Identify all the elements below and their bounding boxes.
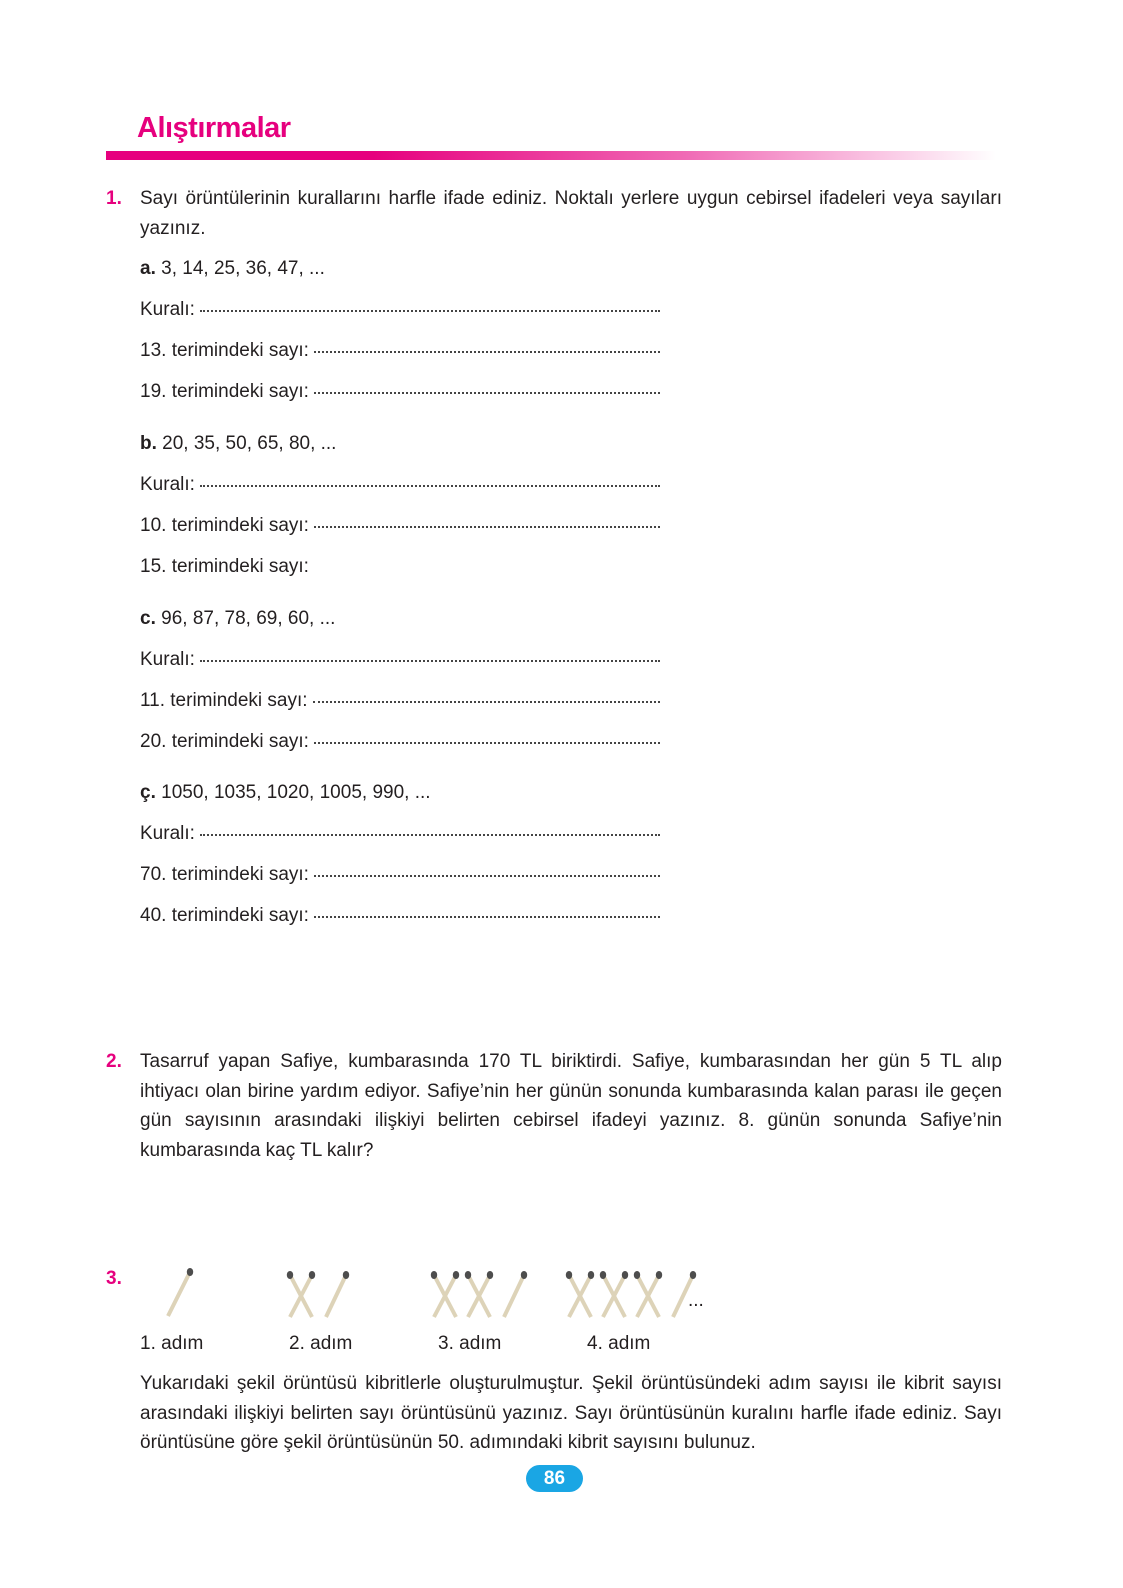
part-letter: ç.: [140, 782, 156, 803]
part-letter: c.: [140, 608, 156, 629]
sequence-0: [140, 258, 325, 280]
sequence-2: [140, 608, 335, 630]
answer-line: [140, 340, 660, 362]
pattern-ellipsis: ...: [688, 1290, 704, 1311]
question-1-text: Sayı örüntülerinin kurallarını harfle ifade ediniz. Noktalı yerlere uygun cebirsel ifadeleri veya sayıları yazınız.: [140, 188, 1002, 239]
dotted-answer-field[interactable]: [314, 875, 660, 877]
match-head: [287, 1271, 293, 1279]
dotted-answer-field[interactable]: [200, 834, 660, 836]
dotted-answer-field[interactable]: [314, 392, 660, 394]
question-3-text: Yukarıdaki şekil örüntüsü kibritlerle oluşturulmuştur. Şekil örüntüsündeki adım sayısı ile kibrit sayısı arasındaki ilişkiyi belirten sayı örüntüsünü yazınız. Sayı örüntüsünün kuralını harfle ifade ediniz. Sayı örüntüsüne göre şekil örüntüsünün 50. adımındaki kibrit sayısını bulunuz.: [140, 1373, 1002, 1454]
sequence-3: [140, 782, 431, 804]
sequence-values: 3, 14, 25, 36, 47, ...: [161, 258, 325, 279]
match-head: [343, 1271, 349, 1279]
part-letter: a.: [140, 258, 156, 279]
part-letter: b.: [140, 433, 157, 454]
matchstick-pattern-figure: [0, 1260, 760, 1330]
match-head: [566, 1271, 572, 1279]
answer-label: 13. terimindeki sayı:: [140, 340, 309, 361]
dotted-answer-field[interactable]: [314, 916, 660, 918]
match-head: [187, 1268, 193, 1276]
step-label: 4. adım: [587, 1333, 651, 1354]
matchstick: [326, 1275, 346, 1317]
answer-label: Kuralı:: [140, 649, 195, 670]
match-head: [453, 1271, 459, 1279]
dotted-answer-field[interactable]: [200, 660, 660, 662]
matchstick: [504, 1275, 524, 1317]
question-2-number: 2.: [106, 1051, 122, 1072]
answer-label: 19. terimindeki sayı:: [140, 381, 309, 402]
answer-label: Kuralı:: [140, 299, 195, 320]
answer-label: 70. terimindeki sayı:: [140, 864, 309, 885]
answer-label: 10. terimindeki sayı:: [140, 515, 309, 536]
step-label: 1. adım: [140, 1333, 204, 1354]
sequence-1: [140, 433, 336, 455]
answer-line: [140, 474, 660, 496]
answer-line: [140, 299, 660, 321]
answer-label: 20. terimindeki sayı:: [140, 731, 309, 752]
sequence-values: 1050, 1035, 1020, 1005, 990, ...: [161, 782, 431, 803]
match-head: [622, 1271, 628, 1279]
dotted-answer-field[interactable]: [200, 485, 660, 487]
step-label: 3. adım: [438, 1333, 502, 1354]
answer-line: [140, 731, 660, 753]
dotted-answer-field[interactable]: [314, 742, 660, 744]
answer-label: 11. terimindeki sayı:: [140, 690, 308, 711]
match-head: [309, 1271, 315, 1279]
match-head: [521, 1271, 527, 1279]
section-title: Alıştırmalar: [137, 112, 291, 144]
answer-line: [140, 905, 660, 927]
match-head: [634, 1271, 640, 1279]
answer-line: [140, 649, 660, 671]
answer-line: [140, 381, 660, 403]
answer-line: [140, 515, 660, 537]
step-label: 2. adım: [289, 1333, 353, 1354]
answer-label: 15. terimindeki sayı:: [140, 556, 309, 577]
answer-line: [140, 864, 660, 886]
match-head: [431, 1271, 437, 1279]
match-head: [588, 1271, 594, 1279]
match-head: [487, 1271, 493, 1279]
page-number-badge: 86: [526, 1465, 583, 1492]
answer-line: [140, 690, 660, 712]
answer-label: 40. terimindeki sayı:: [140, 905, 309, 926]
question-3-number: 3.: [106, 1268, 122, 1289]
dotted-answer-field[interactable]: [314, 526, 660, 528]
title-underline-bar: [106, 151, 996, 160]
match-head: [690, 1271, 696, 1279]
match-head: [465, 1271, 471, 1279]
sequence-values: 96, 87, 78, 69, 60, ...: [161, 608, 336, 629]
answer-line: [140, 823, 660, 845]
answer-label: Kuralı:: [140, 823, 195, 844]
matchstick: [168, 1272, 190, 1316]
answer-label: Kuralı:: [140, 474, 195, 495]
match-head: [656, 1271, 662, 1279]
question-2-text: Tasarruf yapan Safiye, kumbarasında 170 TL biriktirdi. Safiye, kumbarasından her gün 5 TL alıp ihtiyacı olan birine yardım ediyor. Safiye’nin her günün sonunda kumbarasında kalan parası ile geçen gün sayısının arasındaki ilişkiyi belirten cebirsel ifadeyi yazınız. 8. günün sonunda Safiye’nin kumbarasında kaç TL kalır?: [140, 1051, 1002, 1162]
match-head: [600, 1271, 606, 1279]
dotted-answer-field[interactable]: [200, 310, 660, 312]
answer-line: [140, 556, 660, 578]
dotted-answer-field[interactable]: [313, 701, 660, 703]
sequence-values: 20, 35, 50, 65, 80, ...: [162, 433, 337, 454]
question-1-number: 1.: [106, 188, 122, 209]
dotted-answer-field[interactable]: [314, 351, 660, 353]
